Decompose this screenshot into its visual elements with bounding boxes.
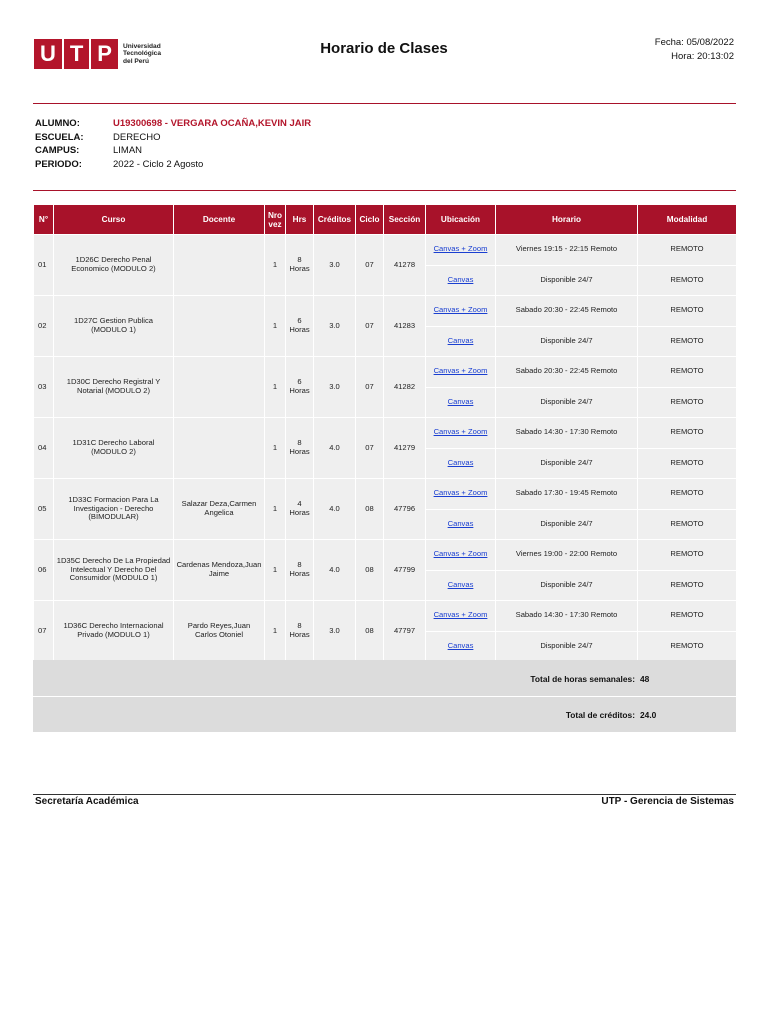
attempt-count: 1: [265, 357, 286, 418]
teacher-name: [174, 296, 265, 357]
row-number: 04: [34, 418, 54, 479]
info-row-campus: [35, 144, 311, 158]
table-row: [34, 418, 737, 449]
col-header: Modalidad: [638, 205, 737, 235]
hours: 8 Horas: [286, 418, 314, 479]
modality: REMOTO: [638, 235, 737, 266]
row-number: 06: [34, 540, 54, 601]
total-hours-value: 48: [640, 674, 650, 684]
schedule-time: Sabado 14:30 - 17:30 Remoto: [496, 601, 638, 632]
canvas-zoom-link[interactable]: Canvas + Zoom: [433, 244, 488, 254]
row-number: 01: [34, 235, 54, 296]
cycle: 08: [356, 540, 384, 601]
section: 47796: [384, 479, 426, 540]
logo-text-line: del Perú: [123, 57, 150, 65]
location-cell: [426, 418, 496, 449]
canvas-zoom-link[interactable]: Canvas + Zoom: [433, 610, 488, 620]
col-header: Sección: [384, 205, 426, 235]
schedule-time: Viernes 19:15 - 22:15 Remoto: [496, 235, 638, 266]
print-time: Hora: 20:13:02: [671, 50, 734, 62]
table-row: [34, 479, 737, 510]
modality: REMOTO: [638, 479, 737, 510]
footer-left: Secretaría Académica: [35, 796, 139, 807]
credits: 4.0: [314, 479, 356, 540]
modality: REMOTO: [638, 448, 737, 479]
cycle: 07: [356, 418, 384, 479]
row-number: 05: [34, 479, 54, 540]
location-cell: [426, 448, 496, 479]
modality: REMOTO: [638, 570, 737, 601]
col-header: Créditos: [314, 205, 356, 235]
periodo-label: PERIODO:: [35, 158, 82, 170]
location-cell: [426, 387, 496, 418]
total-hours-label: Total de horas semanales:: [530, 674, 635, 684]
schedule-time: Disponible 24/7: [496, 265, 638, 296]
location-cell: [426, 570, 496, 601]
hours: 6 Horas: [286, 296, 314, 357]
alumno-value: U19300698 - VERGARA OCAÑA,KEVIN JAIR: [113, 118, 312, 130]
row-number: 02: [34, 296, 54, 357]
course-name: 1D26C Derecho Penal Economico (MODULO 2): [54, 235, 174, 296]
logo-letter-p: P: [97, 41, 112, 66]
location-cell: [426, 479, 496, 510]
canvas-zoom-link[interactable]: Canvas + Zoom: [433, 549, 488, 559]
course-name: 1D35C Derecho De La Propiedad Intelectual Y Derecho Del Consumidor (MODULO 1): [54, 540, 174, 601]
teacher-name: [174, 357, 265, 418]
attempt-count: 1: [265, 418, 286, 479]
col-header: N°: [34, 205, 54, 235]
cycle: 07: [356, 357, 384, 418]
col-header: Ciclo: [356, 205, 384, 235]
schedule-time: Disponible 24/7: [496, 570, 638, 601]
canvas-link[interactable]: Canvas: [447, 274, 474, 284]
cycle: 08: [356, 601, 384, 662]
credits: 3.0: [314, 601, 356, 662]
cycle: 08: [356, 479, 384, 540]
location-cell: [426, 357, 496, 388]
location-cell: [426, 631, 496, 662]
row-number: 07: [34, 601, 54, 662]
attempt-count: 1: [265, 479, 286, 540]
credits: 3.0: [314, 296, 356, 357]
schedule-time: Sabado 17:30 - 19:45 Remoto: [496, 479, 638, 510]
attempt-count: 1: [265, 235, 286, 296]
cycle: 07: [356, 235, 384, 296]
header-divider: [33, 103, 736, 104]
modality: REMOTO: [638, 296, 737, 327]
campus-value: LIMAN: [113, 145, 143, 157]
section: 41279: [384, 418, 426, 479]
attempt-count: 1: [265, 601, 286, 662]
canvas-zoom-link[interactable]: Canvas + Zoom: [433, 366, 488, 376]
location-cell: [426, 235, 496, 266]
credits: 3.0: [314, 235, 356, 296]
logo-text-line: Universidad: [123, 42, 161, 50]
section: 41278: [384, 235, 426, 296]
total-credits-value: 24.0: [640, 710, 657, 720]
teacher-name: Pardo Reyes,Juan Carlos Otoniel: [174, 601, 265, 662]
page-title: Horario de Clases: [320, 40, 448, 57]
modality: REMOTO: [638, 540, 737, 571]
credits: 4.0: [314, 540, 356, 601]
col-header: Horario: [496, 205, 638, 235]
logo-letter-t: T: [69, 41, 84, 66]
attempt-count: 1: [265, 540, 286, 601]
hours: 6 Horas: [286, 357, 314, 418]
alumno-label: ALUMNO:: [35, 118, 80, 130]
row-number: 03: [34, 357, 54, 418]
print-meta: [655, 36, 734, 63]
logo-text-line: Tecnológica: [123, 50, 161, 58]
schedule-time: Sabado 14:30 - 17:30 Remoto: [496, 418, 638, 449]
modality: REMOTO: [638, 418, 737, 449]
canvas-link[interactable]: Canvas: [447, 335, 474, 345]
course-name: 1D27C Gestion Publica (MODULO 1): [54, 296, 174, 357]
modality: REMOTO: [638, 357, 737, 388]
student-info: [35, 117, 311, 171]
attempt-count: 1: [265, 296, 286, 357]
credits: 3.0: [314, 357, 356, 418]
total-credits-row: [33, 697, 736, 732]
cycle: 07: [356, 296, 384, 357]
logo-letter-u: U: [39, 41, 56, 66]
campus-label: CAMPUS:: [35, 145, 80, 157]
canvas-link[interactable]: Canvas: [447, 518, 474, 528]
table-row: [34, 357, 737, 388]
modality: REMOTO: [638, 601, 737, 632]
section: 47799: [384, 540, 426, 601]
hours: 8 Horas: [286, 601, 314, 662]
course-name: 1D36C Derecho Internacional Privado (MODULO 1): [54, 601, 174, 662]
col-header: Hrs: [286, 205, 314, 235]
total-credits-label: Total de créditos:: [565, 710, 635, 720]
table-row: [34, 540, 737, 571]
info-row-escuela: [35, 131, 311, 145]
schedule-time: Sabado 20:30 - 22:45 Remoto: [496, 357, 638, 388]
table-header-row: [34, 205, 737, 235]
canvas-link[interactable]: Canvas: [447, 457, 474, 467]
canvas-zoom-link[interactable]: Canvas + Zoom: [433, 488, 488, 498]
col-header: Nro vez: [265, 205, 286, 235]
modality: REMOTO: [638, 387, 737, 418]
schedule-table: [33, 204, 737, 662]
schedule-time: Disponible 24/7: [496, 631, 638, 662]
col-header: Curso: [54, 205, 174, 235]
info-row-alumno: [35, 117, 311, 131]
total-hours-row: [33, 660, 736, 696]
course-name: 1D33C Formacion Para La Investigacion - Derecho (BIMODULAR): [54, 479, 174, 540]
section: 41282: [384, 357, 426, 418]
location-cell: [426, 296, 496, 327]
table-row: [34, 235, 737, 266]
location-cell: [426, 326, 496, 357]
canvas-link[interactable]: Canvas: [447, 396, 474, 406]
hours: 8 Horas: [286, 235, 314, 296]
canvas-zoom-link[interactable]: Canvas + Zoom: [433, 305, 488, 315]
canvas-link[interactable]: Canvas: [447, 640, 474, 650]
course-name: 1D30C Derecho Registral Y Notarial (MODULO 2): [54, 357, 174, 418]
teacher-name: [174, 418, 265, 479]
schedule-time: Disponible 24/7: [496, 387, 638, 418]
periodo-value: 2022 - Ciclo 2 Agosto: [113, 158, 204, 170]
schedule-time: Disponible 24/7: [496, 448, 638, 479]
info-row-periodo: [35, 158, 311, 172]
footer-right: UTP - Gerencia de Sistemas: [601, 796, 734, 807]
modality: REMOTO: [638, 631, 737, 662]
modality: REMOTO: [638, 265, 737, 296]
modality: REMOTO: [638, 509, 737, 540]
teacher-name: Cardenas Mendoza,Juan Jaime: [174, 540, 265, 601]
schedule-time: Sabado 20:30 - 22:45 Remoto: [496, 296, 638, 327]
footer-divider: [33, 794, 736, 795]
schedule-time: Disponible 24/7: [496, 509, 638, 540]
section: 41283: [384, 296, 426, 357]
hours: 8 Horas: [286, 540, 314, 601]
location-cell: [426, 265, 496, 296]
schedule-time: Disponible 24/7: [496, 326, 638, 357]
info-divider: [33, 190, 736, 191]
table-row: [34, 601, 737, 632]
print-date: Fecha: 05/08/2022: [654, 37, 734, 48]
course-name: 1D31C Derecho Laboral (MODULO 2): [54, 418, 174, 479]
teacher-name: [174, 235, 265, 296]
hours: 4 Horas: [286, 479, 314, 540]
table-row: [34, 296, 737, 327]
canvas-link[interactable]: Canvas: [447, 579, 474, 589]
modality: REMOTO: [638, 326, 737, 357]
location-cell: [426, 509, 496, 540]
escuela-label: ESCUELA:: [35, 131, 84, 143]
col-header: Docente: [174, 205, 265, 235]
location-cell: [426, 540, 496, 571]
schedule-time: Viernes 19:00 - 22:00 Remoto: [496, 540, 638, 571]
col-header: Ubicación: [426, 205, 496, 235]
canvas-zoom-link[interactable]: Canvas + Zoom: [433, 427, 488, 437]
teacher-name: Salazar Deza,Carmen Angelica: [174, 479, 265, 540]
location-cell: [426, 601, 496, 632]
credits: 4.0: [314, 418, 356, 479]
section: 47797: [384, 601, 426, 662]
escuela-value: DERECHO: [113, 131, 161, 143]
